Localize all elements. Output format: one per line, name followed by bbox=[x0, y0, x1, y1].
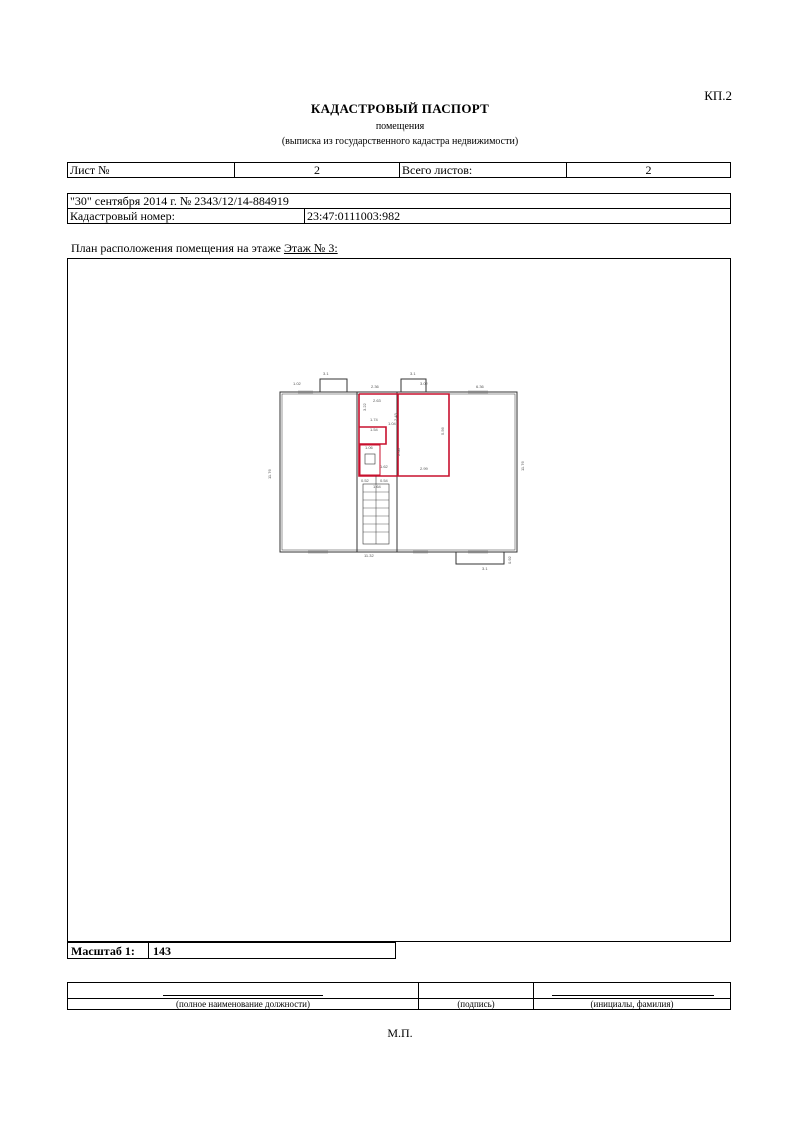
dim-stair-b: 0.54 bbox=[380, 478, 388, 483]
dim-stair-a: 0.52 bbox=[361, 478, 369, 483]
dim-left-balcony-depth: 1.02 bbox=[293, 381, 301, 386]
dim-room-f: 1.06 bbox=[365, 445, 373, 450]
plan-label-prefix: План расположения помещения на этаже bbox=[71, 241, 281, 255]
dim-room-g: 1.62 bbox=[380, 464, 388, 469]
document-subtitle: помещения bbox=[375, 121, 425, 132]
stamp-place: М.П. bbox=[387, 1026, 413, 1040]
name-caption: (инициалы, фамилия) bbox=[534, 999, 731, 1010]
form-code: КП.2 bbox=[704, 88, 732, 103]
plan-floor: Этаж № 3: bbox=[283, 241, 338, 255]
balcony-top-left bbox=[320, 379, 347, 392]
sheet-info-table bbox=[67, 162, 731, 178]
dim-left-height: 11.76 bbox=[267, 469, 272, 479]
dim-room-side: 3.22 bbox=[362, 403, 367, 411]
position-field bbox=[68, 983, 419, 999]
total-sheets-label: Всего листов: bbox=[400, 163, 567, 178]
dim-room-h: 2.00 bbox=[396, 448, 401, 456]
plan-label bbox=[71, 241, 338, 256]
dim-top-balcony2-b: 3.1 bbox=[410, 371, 416, 376]
plan-frame bbox=[67, 258, 731, 942]
dim-top-balcony2: 3.02 bbox=[420, 381, 428, 386]
sheet-number: 2 bbox=[235, 163, 400, 178]
scale-box bbox=[67, 942, 396, 959]
dim-bottom-balcony: 3.1 bbox=[482, 566, 488, 571]
document-title: КАДАСТРОВЫЙ ПАСПОРТ bbox=[310, 101, 490, 116]
dim-bottom-left: 11.32 bbox=[364, 553, 374, 558]
signature-field bbox=[419, 983, 534, 999]
scale-value: 143 bbox=[153, 944, 171, 958]
name-field bbox=[534, 983, 731, 999]
dim-top-right: 6.36 bbox=[476, 384, 484, 389]
floor-plan-drawing bbox=[68, 259, 730, 941]
balcony-bottom bbox=[456, 552, 504, 564]
dim-top-mid: 2.36 bbox=[371, 384, 379, 389]
dim-left-balcony: 3.1 bbox=[323, 371, 329, 376]
signature-caption: (подпись) bbox=[419, 999, 534, 1010]
dim-room-i: 2.99 bbox=[420, 466, 428, 471]
dim-stair-c: 1.64 bbox=[373, 484, 381, 489]
dim-room-e: 1.04 bbox=[388, 421, 396, 426]
position-caption: (полное наименование должности) bbox=[68, 999, 419, 1010]
dim-bottom-balcony-depth: 0.92 bbox=[507, 556, 512, 564]
dim-room-a: 1.74 bbox=[370, 417, 378, 422]
dim-right-height: 11.76 bbox=[520, 461, 525, 471]
scale-label: Масштаб 1: bbox=[71, 944, 135, 958]
dim-room-b: 1.54 bbox=[370, 427, 378, 432]
dim-room-c: 2.43 bbox=[393, 413, 398, 421]
total-sheets-number: 2 bbox=[567, 163, 731, 178]
cadastral-label: Кадастровый номер: bbox=[68, 209, 305, 224]
date-line: "30" сентября 2014 г. № 2343/12/14-884919 bbox=[68, 194, 731, 209]
sheet-label: Лист № bbox=[68, 163, 235, 178]
document-subtitle-note: (выписка из государственного кадастра недвижимости) bbox=[281, 136, 519, 147]
dim-room-d: 5.56 bbox=[440, 427, 445, 435]
doc-info-table bbox=[67, 193, 731, 224]
signature-table bbox=[67, 982, 731, 1010]
cadastral-number: 23:47:0111003:982 bbox=[305, 209, 731, 224]
dim-room-top: 2.63 bbox=[373, 398, 381, 403]
